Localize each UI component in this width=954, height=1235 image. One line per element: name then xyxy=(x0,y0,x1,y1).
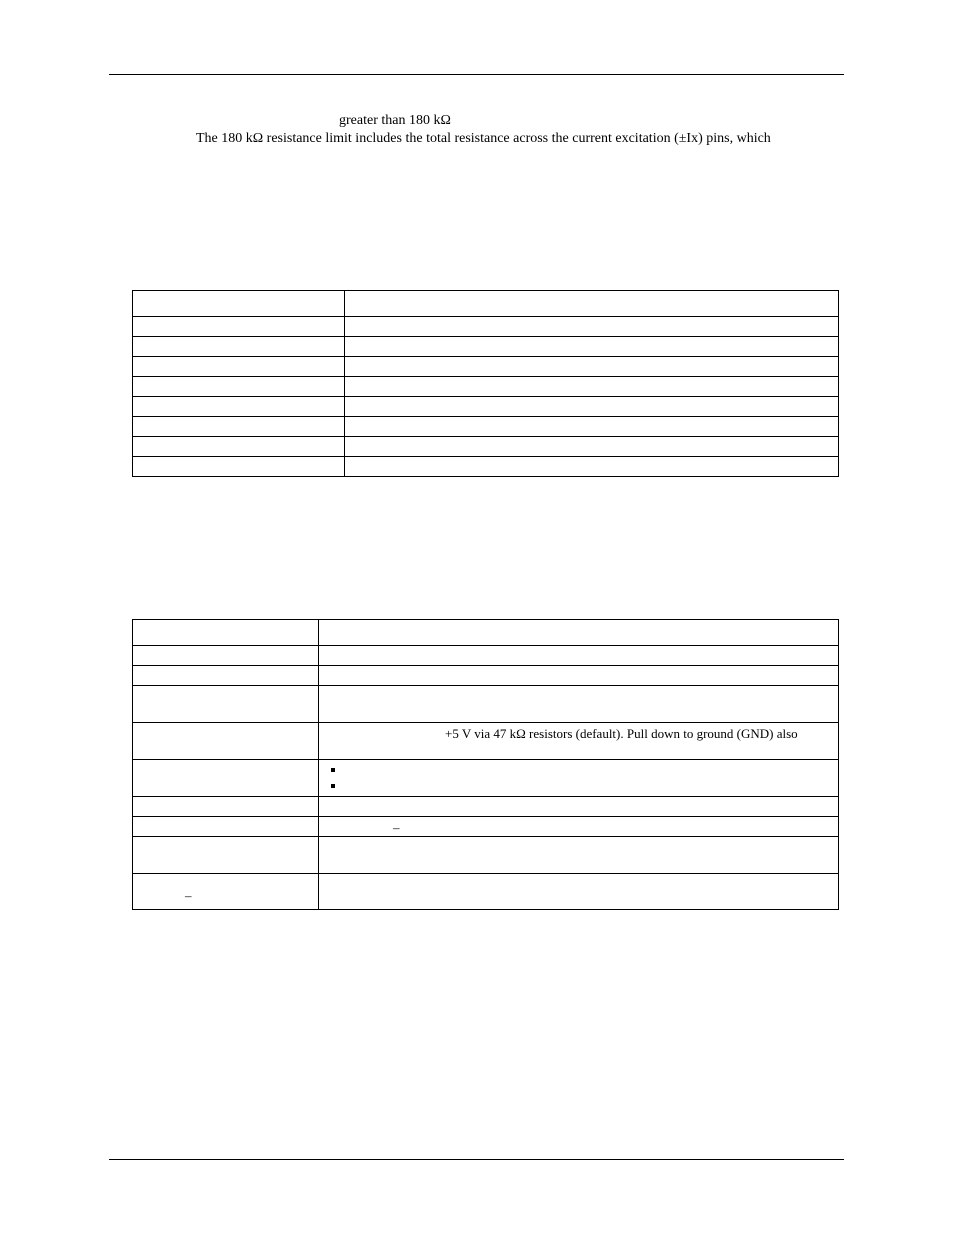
pullup-text: +5 V via 47 kΩ resistors (default). Pull down to ground (GND) also xyxy=(445,726,798,741)
list-item xyxy=(323,762,834,778)
table2-cell xyxy=(133,646,319,666)
table2-cell xyxy=(319,817,839,837)
continued-text-line: greater than 180 kΩ xyxy=(339,113,451,128)
header-rule xyxy=(109,74,844,75)
table1-cell xyxy=(345,337,839,357)
table2-cell xyxy=(133,686,319,723)
table1-cell xyxy=(133,291,345,317)
spec-table-2 xyxy=(132,619,839,910)
table1-cell xyxy=(345,457,839,477)
bullet-list xyxy=(323,762,834,794)
list-item xyxy=(323,778,834,794)
table2-cell xyxy=(133,760,319,797)
table1-cell xyxy=(133,377,345,397)
table1-cell xyxy=(345,357,839,377)
table1-cell xyxy=(345,417,839,437)
table2-cell xyxy=(319,666,839,686)
table2-cell xyxy=(133,666,319,686)
footer-rule xyxy=(109,1159,844,1160)
table1-cell xyxy=(133,417,345,437)
table2-cell xyxy=(319,837,839,874)
table2-cell xyxy=(319,797,839,817)
note-text-line: The 180 kΩ resistance limit includes the total resistance across the current excitation (±Ix) pins, which xyxy=(196,131,771,146)
table1-cell xyxy=(133,337,345,357)
table2-cell xyxy=(319,686,839,723)
table1-cell xyxy=(345,317,839,337)
table1-cell xyxy=(133,317,345,337)
table2-cell xyxy=(133,837,319,874)
table2-cell xyxy=(133,874,319,910)
table1-cell xyxy=(133,457,345,477)
table2-cell xyxy=(319,620,839,646)
table1-cell xyxy=(345,397,839,417)
bullet-icon xyxy=(331,784,335,788)
table2-cell xyxy=(133,817,319,837)
table2-cell xyxy=(133,620,319,646)
dash-mark: – xyxy=(185,888,192,903)
table1-cell xyxy=(345,377,839,397)
table1-cell xyxy=(345,291,839,317)
table2-cell xyxy=(133,723,319,760)
spec-table-1 xyxy=(132,290,839,477)
table2-cell xyxy=(319,646,839,666)
table2-cell xyxy=(133,797,319,817)
table1-cell xyxy=(133,437,345,457)
table2-cell xyxy=(319,760,839,797)
table2-cell xyxy=(319,723,839,760)
dash-mark: – xyxy=(393,820,400,835)
table1-cell xyxy=(345,437,839,457)
table2-cell xyxy=(319,874,839,910)
bullet-icon xyxy=(331,768,335,772)
table1-cell xyxy=(133,357,345,377)
table1-cell xyxy=(133,397,345,417)
